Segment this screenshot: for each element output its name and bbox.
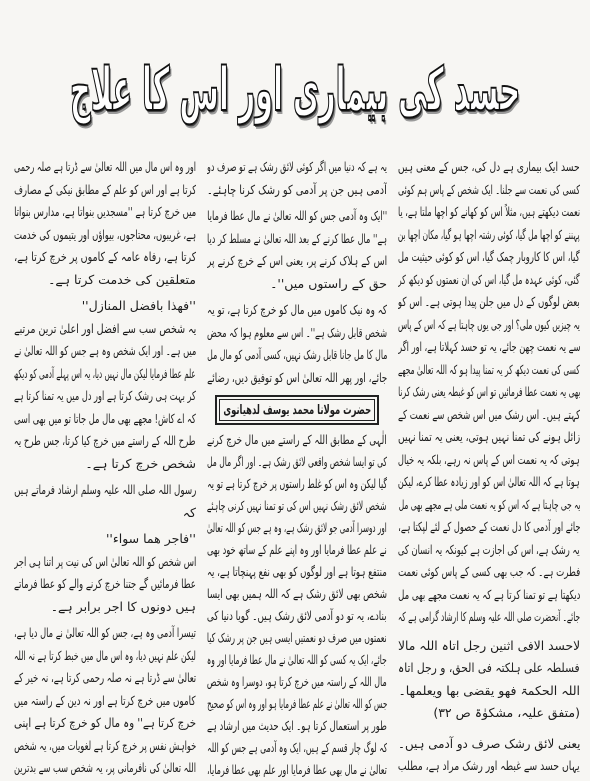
text-line	[207, 473, 387, 495]
text-line-content: لاحسد الافی اثنین رجل اتاہ اللہ مالا	[398, 637, 580, 653]
column-middle-lower	[207, 429, 387, 781]
text-line-content: میں ہے۔ اور ایک شخص وہ ہے جس کو اللہ تعالیٰ نے	[14, 343, 196, 358]
text-line	[398, 381, 580, 404]
text-line	[207, 228, 387, 251]
text-line-content: کہ	[182, 504, 196, 520]
text-line	[207, 495, 387, 517]
text-line-content: جائے، اور پھر اللہ تعالیٰ اس کو توفیق دیں، رضائے	[207, 369, 387, 385]
text-line	[398, 224, 580, 247]
text-line	[14, 224, 196, 247]
column-middle-upper	[207, 156, 387, 389]
text-line-content: ہے'' مال عطا کرنے کے بعد اللہ تعالیٰ نے مسلط کر دیا	[207, 230, 387, 246]
text-line-content: کسی کی نعمت دیکھ کر یہ تمنا پیدا ہو کہ اللہ تعالیٰ مجھے	[398, 361, 580, 377]
text-line-content: کاموں میں خرچ کرتا ہے اور نہ دین کے راستہ میں	[14, 692, 196, 708]
text-line	[207, 539, 387, 561]
text-line	[14, 622, 196, 645]
text-line-content: ہے، غریبوں، محتاجوں، بیواؤں اور یتیموں کی خدمت	[14, 226, 196, 242]
text-line-content: میں خرچ کرتا ہے ''مسجدیں بنواتا ہے، مدارس بنواتا	[14, 204, 196, 219]
article-title-text: حسد کی بیماری اور اس کا علاج	[69, 55, 521, 125]
text-line-content: اس شخص کو اللہ تعالیٰ اس کی نیت پر اتنا ہی اجر	[14, 553, 196, 569]
text-line	[14, 573, 196, 596]
text-line	[14, 596, 196, 619]
text-line	[398, 494, 580, 517]
text-line	[14, 735, 196, 758]
text-line-content: ہوتی کہ یہ نعمت اس کے پاس نہ رہے، بلکہ یہ خیال	[398, 451, 580, 467]
text-line	[14, 479, 196, 502]
text-line	[14, 757, 196, 780]
text-line	[207, 205, 387, 228]
text-line	[207, 671, 387, 693]
text-line	[398, 702, 580, 725]
text-line-content: اور وہ اس مال میں اللہ تعالیٰ سے ڈرتا ہے صلہ رحمی	[14, 159, 196, 174]
text-line-content: بعض لوگوں کے دل میں جلن پیدا ہوتی ہے۔ اس کو	[398, 294, 580, 309]
text-line-content: مال اللہ کے راستہ میں خرچ کرتا ہو، دوسرا وہ شخص	[207, 674, 387, 689]
text-line	[14, 502, 196, 525]
text-line	[14, 318, 196, 341]
text-line	[398, 246, 580, 269]
text-line-content: خواہش نفس پر خرچ کرتا ہے لغویات میں، یہ شخص	[14, 737, 196, 753]
text-line	[207, 649, 387, 671]
text-line-content: تیسرا آدمی وہ ہے، جس کو اللہ تعالیٰ نے مال دیا ہے،	[14, 625, 196, 640]
text-line-content: جائے، ایک یہ کسی کو اللہ تعالیٰ نے مال عطا فرمایا اور وہ	[207, 652, 387, 667]
text-line	[398, 680, 580, 703]
text-line-content: کہ لوگ چار قسم کے ہیں، ایک وہ آدمی ہے جس کو اللہ	[207, 740, 387, 755]
text-line	[398, 359, 580, 382]
text-line	[207, 561, 387, 583]
text-line	[398, 584, 580, 607]
text-line	[14, 408, 196, 431]
author-name: حضرت مولانا محمد یوسف لدھیانوی	[223, 402, 371, 418]
text-line-content: گیا، اس کا کاروبار چمک گیا، اس کو کوئی حیثیت مل	[398, 249, 580, 264]
text-line	[398, 201, 580, 224]
text-line-content: کرتا ہے اور اس کو علم کے مطابق نیکی کے مصارف	[14, 181, 196, 197]
text-line	[14, 712, 196, 735]
text-line	[207, 367, 387, 390]
text-line-content: سے یہ نعمت چھن جائے، یہ تو حسد کہلاتا ہے، اور اگر	[398, 339, 580, 354]
text-line	[398, 179, 580, 202]
text-line-content: ''فھذا بافضل المنازل''	[81, 298, 196, 313]
text-line	[14, 430, 196, 453]
text-line	[398, 336, 580, 359]
text-line-content: اور دوسرا آدمی جو لائق رشک ہے، وہ ہے جس کو اللہ تعالیٰ	[207, 520, 387, 535]
text-line-content: اس کے ہلاک کرنے پر، یعنی اس کے خرچ کرنے پر	[207, 253, 387, 268]
text-line-content: کسی کی نعمت سے جلنا۔ ایک شخص کے پاس ہم کوئی	[398, 181, 580, 197]
text-line-content: طور پر استعمال کرتا ہو۔ ایک حدیث میں ارشاد ہے	[207, 718, 387, 733]
text-line-content: یہاں حسد سے غبطہ اور رشک مراد ہے، مطلب	[398, 758, 580, 773]
text-line	[14, 179, 196, 202]
text-line-content: یعنی لائق رشک صرف دو آدمی ہیں۔	[398, 735, 580, 751]
text-line	[207, 429, 387, 451]
text-line-content: زائل ہونے کی تمنا نہیں ہوتی، یعنی یہ تمنا نہیں	[398, 429, 580, 444]
text-line	[398, 269, 580, 292]
text-line-content: شخص بھی لائق رشک ہے کہ اللہ ہمیں بھی ایسا	[207, 586, 387, 601]
article-column-right	[398, 156, 580, 781]
text-line-content: لیکن علم نہیں دیا، وہ اس مال میں خبط کرتا ہے نہ اللہ	[14, 647, 196, 663]
text-line	[398, 606, 580, 629]
text-line	[207, 605, 387, 627]
text-line	[14, 667, 196, 690]
text-line	[14, 453, 196, 476]
text-line-content: علم عطا فرمایا لیکن مال نہیں دیا، یہ اس پہلے آدمی کو دیکھ	[14, 365, 196, 381]
text-line-content: ''ایک وہ آدمی جس کو اللہ تعالیٰ نے مال عطا فرمایا	[207, 208, 387, 223]
text-line-content: جس کو اللہ تعالیٰ نے علم عطا فرمایا ہو اور وہ اس کو صحیح	[207, 696, 387, 711]
text-line	[398, 314, 580, 337]
text-line-content: متعلقین کی خدمت کرتا ہے۔	[48, 271, 196, 287]
text-line	[398, 156, 580, 179]
text-line	[207, 273, 387, 296]
text-line	[398, 291, 580, 314]
article-column-middle	[207, 156, 387, 781]
text-line-content: جائے۔ آنحضرت صلی اللہ علیہ وسلم کا ارشاد گرامی ہے کہ	[398, 609, 580, 624]
text-line	[398, 404, 580, 427]
article-column-left	[14, 156, 196, 781]
text-line-content: مال کا مل جانا قابل رشک نہیں، کسی آدمی کو مال مل	[207, 347, 387, 362]
text-line-content: کی تو ایسا شخص واقعی لائق رشک ہے۔ اور اگر مال مل	[207, 454, 387, 469]
text-line-content: پہننے کو اچھا مل گیا، کوئی رشتہ اچھا ہو گیا، مکان اچھا بن	[398, 226, 580, 242]
text-line	[14, 645, 196, 668]
text-line-content: شخص لائق رشک نہیں اس کی تو تمنا نہیں کرنی چاہئے	[207, 498, 387, 513]
text-line-content: جائے اور آدمی کا دل نعمت کے حصول کے لئے لپکتا ہے،	[398, 519, 580, 534]
text-line	[207, 179, 387, 202]
text-line	[207, 156, 387, 179]
text-line-content: کہ وہ نیک کاموں میں مال کو خرچ کرتا ہے، تو یہ	[207, 302, 387, 317]
text-line	[14, 156, 196, 179]
text-line-content: فطرت ہے۔ کہ جب بھی کسی کے پاس کوئی نعمت	[398, 564, 580, 579]
text-line-content: حسد ایک بیماری ہے دل کی، جس کے معنی ہیں	[398, 159, 580, 174]
text-line	[398, 516, 580, 539]
text-line	[207, 322, 387, 345]
text-line	[14, 363, 196, 386]
text-line-content: آدمی ہیں جن پر آدمی کو رشک کرنا چاہئے۔	[207, 181, 387, 197]
text-line-content: اللہ تعالیٰ کی نافرمانی پر، یہ شخص سب سے بدترین	[14, 760, 196, 775]
text-line-content: بھی یہ نعمت عطا فرمائیں تو اس کو غبطہ یعنی رشک کرنا	[398, 384, 580, 399]
text-line-content: ''فاجر ھما سواء''	[105, 531, 196, 546]
text-line	[14, 295, 196, 318]
text-line-content: تعالیٰ نے مال بھی عطا فرمایا اور علم بھی عطا فرمایا،	[207, 762, 387, 777]
text-line	[14, 201, 196, 224]
author-byline	[215, 395, 379, 425]
text-line	[398, 449, 580, 472]
text-line	[398, 733, 580, 756]
text-line-content: رسول اللہ صلی اللہ علیہ وسلم ارشاد فرماتے ہیں	[14, 482, 196, 497]
text-line-content: یہ ہے کہ دنیا میں اگر کوئی لائق رشک ہے تو صرف دو	[207, 159, 387, 174]
text-line	[398, 755, 580, 778]
text-line-content: کر بہت ہی رشک کرتا ہے اور دل میں یہ تمنا کرتا ہے	[14, 388, 196, 403]
text-line	[207, 250, 387, 273]
text-line-content: منتفع ہوتا ہے اور لوگوں کو بھی نفع پہنچاتا ہے، یہ	[207, 564, 387, 579]
text-line-content: یہ چیزیں کیوں ملی؟ اور جی یوں چاہتا ہے کہ اس کے پاس	[398, 316, 580, 332]
text-line	[207, 344, 387, 367]
text-line	[207, 693, 387, 715]
text-line	[207, 299, 387, 322]
text-line-content: شخص خرچ کرتا ہے۔	[85, 455, 196, 471]
text-line	[207, 627, 387, 649]
text-line-content: گئی، کوئی عہدہ مل گیا، اس کی ان نعمتوں کو دیکھ کر	[398, 271, 580, 287]
text-line-content: عطا فرمائیں گے جتنا خرچ کرنے والے کو عطا فرماتے	[14, 576, 196, 591]
text-line	[14, 528, 196, 551]
text-line-content: ہوتا ہے کہ اللہ تعالیٰ اس کو اور زیادہ عطا کرے، لیکن	[398, 474, 580, 489]
text-line	[14, 246, 196, 269]
text-line-content: ہیں دونوں کا اجر برابر ہے۔	[50, 598, 196, 614]
text-line	[398, 426, 580, 449]
text-line-content: یہ جی چاہتا ہے کہ اس کو یہ نعمت ملی ہے مجھے بھی مل	[398, 496, 580, 512]
text-line-content: کرتا ہے، رفاہ عامہ کے کاموں پر خرچ کرتا ہے،	[14, 249, 196, 264]
text-line	[14, 340, 196, 363]
text-line-content: یہ شخص سب سے افضل اور اعلیٰ ترین مرتبے	[14, 320, 196, 336]
text-line-content: الٰہی کے مطابق اللہ کے راستے میں مال خرچ کرنے	[207, 432, 387, 447]
text-line	[398, 657, 580, 680]
text-line-content: شخص قابل رشک ہے''۔ اس سے معلوم ہوا کہ محض	[207, 324, 387, 340]
article-title	[60, 34, 530, 146]
text-line-content: فسلطہ علی ہلکتہ فی الحق، و رجل اتاہ	[398, 660, 580, 675]
text-line	[14, 269, 196, 292]
text-line	[398, 561, 580, 584]
text-line	[398, 471, 580, 494]
text-line	[14, 385, 196, 408]
text-line-content: کہتے ہیں۔ اس رشک میں اس شخص سے نعمت کے	[398, 406, 580, 422]
text-line	[398, 635, 580, 658]
text-line	[207, 759, 387, 781]
text-line	[207, 583, 387, 605]
text-line-content: نے علم عطا فرمایا اور وہ اپنے علم کے ساتھ خود بھی	[207, 542, 387, 557]
text-line	[398, 539, 580, 562]
text-line	[207, 451, 387, 473]
text-line	[207, 715, 387, 737]
text-line-content: اللہ الحکمۃ فھو یقضی بھا ویعلمھا۔	[398, 682, 580, 698]
text-line-content: یہ رشک ہے، اس کی اجازت ہے کیونکہ یہ انسان کی	[398, 541, 580, 557]
text-line	[14, 551, 196, 574]
text-line-content: دیکھتا ہے تو تمنا کرتا ہے کہ یہ نعمت مجھے بھی مل	[398, 586, 580, 602]
text-line-content: (متفق علیہ، مشکوٰۃ ص ۳۲)	[433, 705, 580, 720]
text-line	[14, 690, 196, 713]
text-line-content: خرچ کرتا ہے'' وہ مال کو خرچ کرتا ہے اپنی	[14, 715, 196, 730]
text-line	[207, 737, 387, 759]
text-line-content: نعمت دیکھتے ہیں، مثلاً اس کو کھانے کو اچھا ملتا ہے، یا	[398, 204, 580, 219]
text-line	[207, 517, 387, 539]
text-line-content: نعمتوں میں صرف دو نعمتیں ایسی ہیں جن پر رشک کیا	[207, 630, 387, 645]
text-line-content: گیا لیکن وہ اس کو غلط راستوں پر خرچ کرتا ہے تو یہ	[207, 476, 387, 491]
text-line-content: حق کے راستوں میں''۔	[270, 275, 387, 291]
text-line-content: بنادے، یہ تو دو آدمی لائق رشک ہیں۔ گویا دنیا کی	[207, 608, 387, 623]
text-line-content: طرح اللہ کے راستے میں خرچ کیا کرتا، جس طرح یہ	[14, 433, 196, 448]
text-line-content: کہ اے کاش! مجھے بھی مال مل جاتا تو میں بھی اسی	[14, 410, 196, 426]
text-line-content: تعالیٰ سے ڈرتا ہے نہ صلہ رحمی کرتا ہے، نہ خیر کے	[14, 670, 196, 685]
